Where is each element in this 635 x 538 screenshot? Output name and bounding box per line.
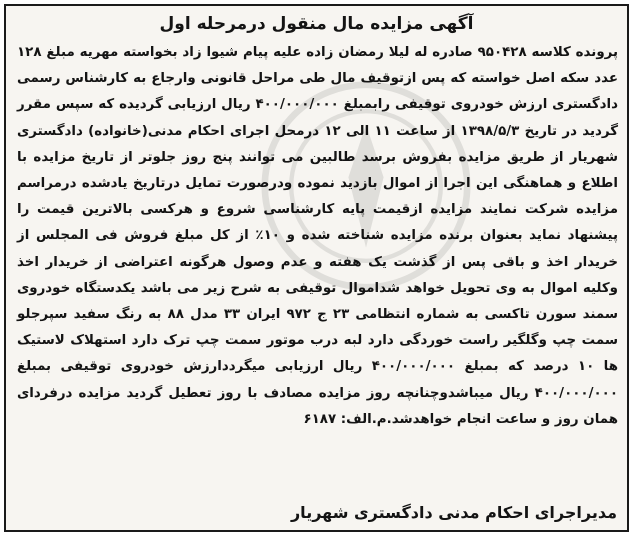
auction-notice [4, 4, 629, 532]
notice-signature: مدیراجرای احکام مدنی دادگستری شهریار [290, 503, 617, 522]
notice-body: پرونده کلاسه ۹۵۰۴۲۸ صادره له لیلا رمضان زاده علیه پیام شیوا زاد بخواسته مهریه مبلغ ۱۲۸ عدد سکه اصل خواسته که پس ازتوقیف مال طی مراحل قانونی وارجاع به کارشناس رسمی دادگستری ارزش خودروی توقیفی رابمبلغ ۴۰۰/۰۰۰/۰۰۰ ریال ارزیابی گردیده که سپس مقرر گردید در تاریخ ۱۳۹۸/۵/۳ از ساعت ۱۱ الی ۱۲ درمحل اجرای احکام مدنی(خانواده) دادگستری شهریار از طریق مزایده بفروش برسد طالبین می توانند پنج روز جلوتر از تاریخ مزایده با اطلاع و هماهنگی این اجرا از اموال بازدید نموده ودرصورت تمایل درتاریخ یادشده درمراسم مزایده شرکت نمایند مزایده ازقیمت پایه کارشناسی شروع و هرکسی بالاترین قیمت را پیشنهاد نماید بعنوان برنده مزایده شناخته شده و ۱۰٪ از کل مبلغ فروش فی المجلس از خریدار اخذ و باقی پس از گذشت یک هفته و عدم وصول هرگونه اعتراضی از خریدار اخذ وکلیه اموال به وی تحویل خواهد شداموال توقیفی به شرح زیر می باشد یکدستگاه خودروی سمند سورن تاکسی به شماره انتظامی ۲۳ ج ۹۷۲ ایران ۳۳ مدل ۸۸ به رنگ سفید سپرجلو سمت چپ وگلگیر راست خوردگی دارد لبه درب موتور سمت چپ ترک دارد استهلاک لاستیک ها ۱۰ درصد که بمبلغ ۴۰۰/۰۰۰/۰۰۰ ریال ارزیابی میگرددارزش خودروی توقیفی بمبلغ ۴۰۰/۰۰۰/۰۰۰ ریال میباشدوچنانچه روز مزایده مصادف با روز تعطیل گردید مزایده درفردای همان روز و ساعت انجام خواهدشد.م.الف: ۶۱۸۷ [17, 45, 619, 427]
notice-title: آگهی مزایده مال منقول درمرحله اول [159, 14, 474, 34]
